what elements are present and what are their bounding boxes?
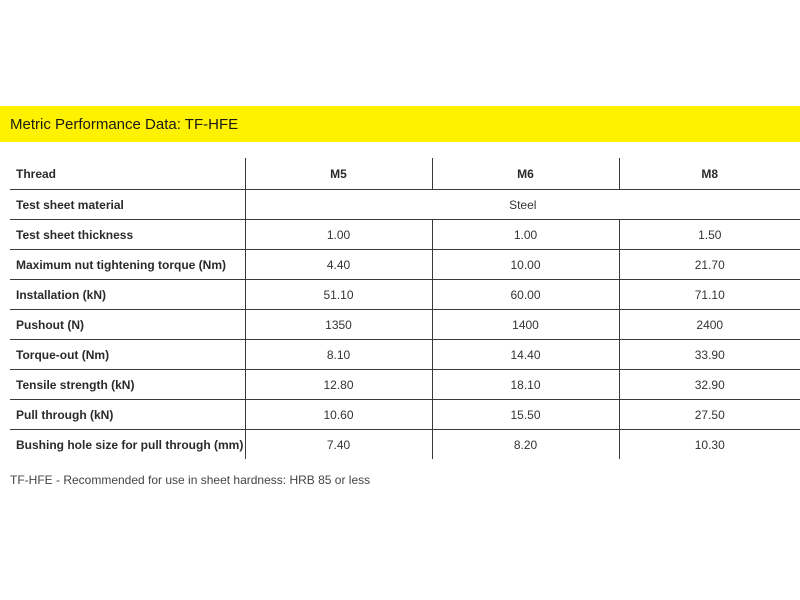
table-cell: 10.00 bbox=[432, 250, 619, 280]
row-label: Torque-out (Nm) bbox=[10, 340, 245, 370]
table-cell: 1.50 bbox=[619, 220, 800, 250]
table-row bbox=[10, 220, 800, 250]
header-column-m8: M8 bbox=[619, 158, 800, 190]
performance-table bbox=[10, 158, 800, 459]
table-cell: 1.00 bbox=[432, 220, 619, 250]
row-label: Tensile strength (kN) bbox=[10, 370, 245, 400]
table-cell: 33.90 bbox=[619, 340, 800, 370]
table-cell: 2400 bbox=[619, 310, 800, 340]
table-row bbox=[10, 400, 800, 430]
table-cell: 1400 bbox=[432, 310, 619, 340]
table-cell: 7.40 bbox=[245, 430, 432, 460]
header-label-thread: Thread bbox=[10, 158, 245, 190]
table-row bbox=[10, 430, 800, 460]
table-cell: 1350 bbox=[245, 310, 432, 340]
table-cell: 71.10 bbox=[619, 280, 800, 310]
row-label: Installation (kN) bbox=[10, 280, 245, 310]
table-cell: 8.20 bbox=[432, 430, 619, 460]
header-column-m5: M5 bbox=[245, 158, 432, 190]
table-row bbox=[10, 370, 800, 400]
table-cell: 12.80 bbox=[245, 370, 432, 400]
title-banner bbox=[0, 106, 800, 142]
table-row bbox=[10, 250, 800, 280]
row-label: Test sheet material bbox=[10, 190, 245, 220]
table-row bbox=[10, 340, 800, 370]
table-cell: 14.40 bbox=[432, 340, 619, 370]
header-column-m6: M6 bbox=[432, 158, 619, 190]
footnote: TF-HFE - Recommended for use in sheet hardness: HRB 85 or less bbox=[10, 473, 371, 487]
table-cell: 21.70 bbox=[619, 250, 800, 280]
table-cell: 15.50 bbox=[432, 400, 619, 430]
row-label: Pushout (N) bbox=[10, 310, 245, 340]
table-row bbox=[10, 280, 800, 310]
table-cell: 18.10 bbox=[432, 370, 619, 400]
row-label: Maximum nut tightening torque (Nm) bbox=[10, 250, 245, 280]
table-cell: 27.50 bbox=[619, 400, 800, 430]
table-cell: 8.10 bbox=[245, 340, 432, 370]
table-row bbox=[10, 310, 800, 340]
table-cell: 51.10 bbox=[245, 280, 432, 310]
row-label: Test sheet thickness bbox=[10, 220, 245, 250]
table-cell: 32.90 bbox=[619, 370, 800, 400]
table-cell: 60.00 bbox=[432, 280, 619, 310]
table-header-row bbox=[10, 158, 800, 190]
table-cell: 10.60 bbox=[245, 400, 432, 430]
table-cell: 1.00 bbox=[245, 220, 432, 250]
row-label: Pull through (kN) bbox=[10, 400, 245, 430]
page-title: Metric Performance Data: TF-HFE bbox=[10, 116, 239, 133]
table-cell: 4.40 bbox=[245, 250, 432, 280]
material-value: Steel bbox=[245, 190, 800, 220]
table-cell: 10.30 bbox=[694, 437, 725, 452]
row-label: Bushing hole size for pull through (mm) bbox=[10, 430, 245, 460]
table-row bbox=[10, 190, 800, 220]
